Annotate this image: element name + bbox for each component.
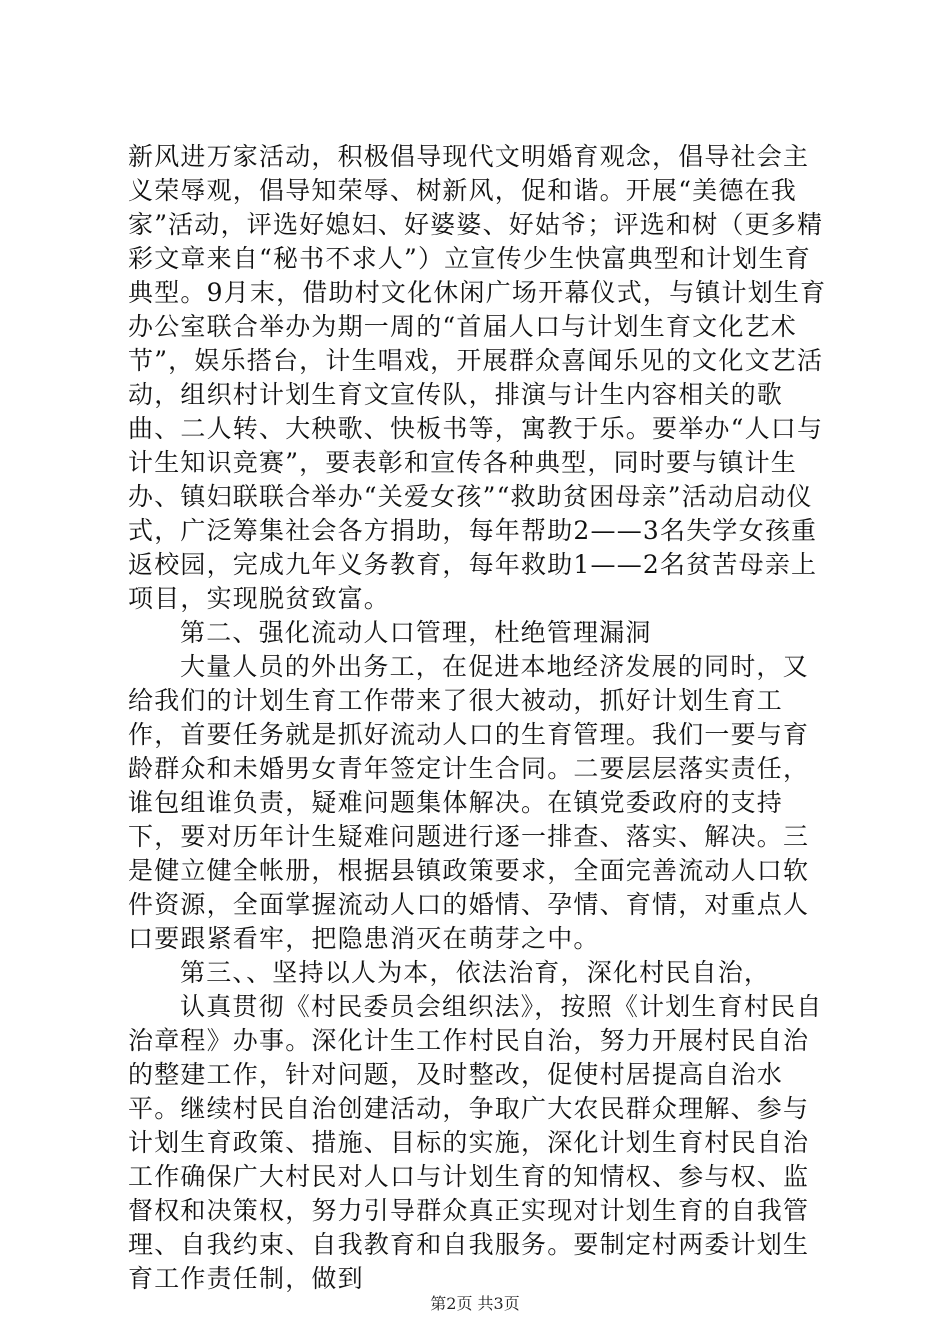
heading-section-three: 第三、、坚持以人为本，依法治育，深化村民自治，	[180, 958, 771, 987]
paragraph-festival: 新风进万家活动，积极倡导现代文明婚育观念，倡导社会主义荣辱观，倡导知荣辱、树新风，促和谐。开展“美德在我家”活动，评选好媳妇、好婆婆、好姑爷；评选和树（更多精彩文章来自“秘书不求人”）立宣传少生快富典型和计划生育典型。9月末，借助村文化休闲广场开幕仪式，与镇计划生育办公室联合举办为期一周的“首届人口与计划生育文化艺术节”，娱乐搭台，计生唱戏，开展群众喜闻乐见的文化文艺活动，组织村计划生育文宣传队，排演与计生内容相关的歌曲、二人转、大秧歌、快板书等，寓教于乐。要举办“人口与计生知识竞赛”，要表彰和宣传各种典型，同时要与镇计生办、镇妇联联合举办“关爱女孩”“救助贫困母亲”活动启动仪式，广泛筹集社会各方捐助，每年帮助2——3名失学女孩重返校园，完成九年义务教育，每年救助1——2名贫苦母亲上项目，实现脱贫致富。	[128, 142, 827, 613]
page-footer: 第2页 共3页	[430, 1294, 520, 1313]
paragraph-villager-autonomy: 认真贯彻《村民委员会组织法》，按照《计划生育村民自治章程》办事。深化计生工作村民自治，努力开展村民自治的整建工作，针对问题，及时整改，促使村居提高自治水平。继续村民自治创建活动，争取广大农民群众理解、参与计划生育政策、措施、目标的实施，深化计划生育村民自治工作确保广大村民对人口与计划生育的知情权、参与权、监督权和决策权，努力引导群众真正实现对计划生育的自我管理、自我约束、自我教育和自我服务。要制定村两委计划生育工作责任制，做到	[128, 992, 823, 1293]
paragraph-floating-population: 大量人员的外出务工，在促进本地经济发展的同时，又给我们的计划生育工作带来了很大被动，抓好计划生育工作，首要任务就是抓好流动人口的生育管理。我们一要与育龄群众和未婚男女青年签定计生合同。二要层层落实责任，谁包组谁负责，疑难问题集体解决。在镇党委政府的支持下，要对历年计生疑难问题进行逐一排查、落实、解决。三是健立健全帐册，根据县镇政策要求，全面完善流动人口软件资源，全面掌握流动人口的婚情、孕情、育情，对重点人口要跟紧看牢，把隐患消灭在萌芽之中。	[128, 652, 810, 953]
document-body	[128, 140, 828, 1296]
heading-section-two: 第二、强化流动人口管理，杜绝管理漏洞	[180, 618, 652, 647]
